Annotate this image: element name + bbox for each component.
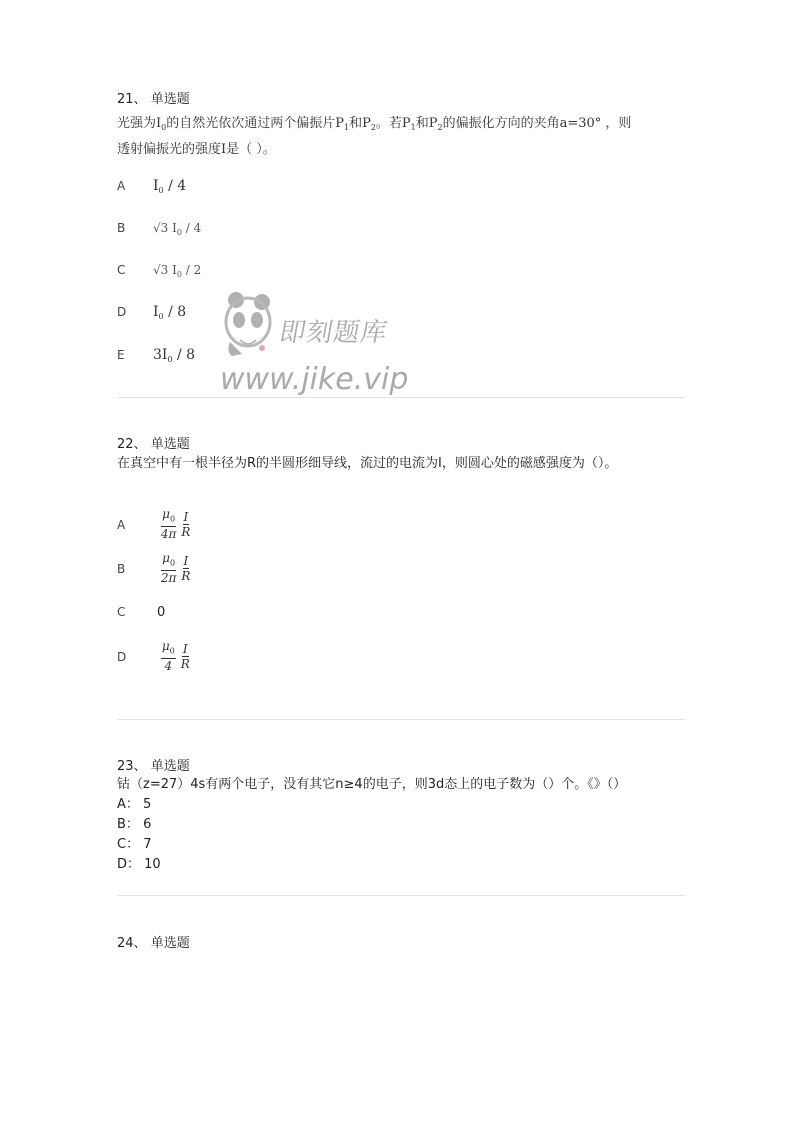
formula-text: I — [183, 509, 189, 524]
question-23-header — [117, 755, 685, 774]
divider — [117, 719, 685, 720]
option-d[interactable] — [117, 639, 195, 674]
stem-sub: 1 — [410, 123, 416, 132]
formula-sub: 0 — [169, 514, 176, 524]
option-d[interactable] — [117, 304, 186, 321]
option-label: B： — [117, 817, 139, 832]
option-value — [153, 347, 195, 363]
option-c[interactable] — [117, 605, 165, 620]
option-text: I — [153, 178, 159, 194]
option-value: 7 — [143, 837, 152, 852]
option-c[interactable] — [117, 835, 685, 855]
question-23 — [117, 755, 685, 875]
option-value — [153, 221, 201, 235]
option-label: E — [117, 348, 125, 362]
formula-text: 4 — [164, 659, 173, 674]
question-22-stem: 在真空中有一根半径为R的半圆形细导线，流过的电流为I，则圆心处的磁感强度为（）。 — [117, 456, 618, 471]
option-value: 0 — [157, 605, 166, 620]
question-type: 单选题 — [150, 92, 190, 107]
question-21-header — [117, 88, 685, 107]
option-sub: 0 — [167, 355, 173, 364]
stem-text: 。若P — [375, 116, 411, 131]
separator: 、 — [133, 759, 151, 774]
question-number: 21 — [117, 92, 134, 107]
stem-text: 光强为I — [117, 116, 162, 131]
formula — [161, 551, 196, 586]
option-b[interactable] — [117, 551, 195, 586]
option-text: / 8 — [163, 304, 187, 320]
option-text: √3 I — [153, 263, 177, 277]
option-label: D： — [117, 857, 141, 872]
question-number: 23 — [117, 759, 134, 774]
option-e[interactable] — [117, 347, 195, 364]
separator: 、 — [133, 437, 151, 452]
formula-text: 4π — [160, 527, 177, 542]
stem-sub: 2 — [437, 123, 443, 132]
formula — [161, 507, 196, 542]
formula-text: R — [180, 656, 190, 671]
stem-sub: 2 — [370, 123, 376, 132]
formula-sub: 0 — [169, 558, 176, 568]
question-type: 单选题 — [150, 936, 190, 951]
option-text: / 4 — [163, 178, 187, 194]
option-value — [153, 304, 186, 320]
formula-text: μ — [161, 639, 170, 653]
option-sub: 0 — [158, 186, 164, 195]
divider — [117, 895, 685, 896]
option-label: C — [117, 605, 126, 619]
option-a[interactable] — [117, 507, 195, 542]
formula-text: R — [181, 568, 191, 583]
stem-text: 的偏振化方向的夹角a=30° ，则 — [442, 116, 632, 131]
question-22-header — [117, 433, 685, 452]
option-text: 3I — [153, 347, 168, 363]
formula — [161, 639, 195, 674]
stem-text: 和P — [415, 116, 438, 131]
stem-sub: 1 — [343, 123, 350, 132]
formula-text: R — [181, 524, 191, 539]
separator: 、 — [133, 92, 151, 107]
formula-sub: 0 — [169, 646, 175, 656]
option-label: A — [117, 517, 126, 532]
question-number: 24 — [117, 936, 134, 951]
option-sub: 0 — [176, 270, 182, 279]
option-sub: 0 — [158, 312, 164, 321]
question-24-header — [117, 932, 685, 951]
option-text: / 8 — [172, 347, 196, 363]
watermark-url: www.jike.vip — [220, 362, 409, 397]
formula-text: I — [183, 553, 189, 568]
question-type: 单选题 — [150, 759, 190, 774]
option-sub: 0 — [176, 228, 182, 237]
option-label: A — [117, 179, 126, 193]
formula-text: I — [182, 641, 188, 656]
question-21-stem — [117, 113, 685, 161]
option-a[interactable] — [117, 178, 186, 195]
watermark-brand: 即刻题库 — [276, 318, 391, 348]
option-label: B — [117, 561, 126, 576]
option-text: / 2 — [181, 263, 202, 277]
stem-text: 和P — [349, 116, 371, 131]
option-a[interactable] — [117, 795, 685, 815]
option-value: 6 — [143, 817, 152, 832]
option-c[interactable] — [117, 263, 201, 279]
separator: 、 — [133, 936, 151, 951]
divider — [117, 397, 685, 398]
option-d[interactable] — [117, 855, 685, 875]
option-b[interactable] — [117, 221, 201, 237]
option-label: A： — [117, 797, 139, 812]
question-24 — [117, 932, 685, 951]
question-23-stem: 钴（z=27）4s有两个电子，没有其它n≥4的电子，则3d态上的电子数为（）个。《》（） — [117, 777, 627, 792]
option-label: B — [117, 221, 126, 235]
option-value: 10 — [144, 857, 161, 872]
stem-text: 的自然光依次通过两个偏振片P — [166, 116, 344, 131]
stem-text: 透射偏振光的强度I是（ ）。 — [117, 142, 276, 157]
question-type: 单选题 — [150, 437, 190, 452]
option-value — [153, 263, 201, 277]
option-label: D — [117, 649, 127, 664]
question-number: 22 — [117, 437, 134, 452]
option-label: C — [117, 263, 126, 277]
option-label: D — [117, 305, 127, 319]
formula-text: μ — [162, 551, 170, 565]
formula-text: 2π — [160, 571, 177, 586]
option-value — [153, 178, 186, 194]
option-text: √3 I — [153, 221, 177, 235]
option-value: 5 — [143, 797, 152, 812]
option-text: I — [153, 304, 159, 320]
option-label: C： — [117, 837, 140, 852]
option-text: / 4 — [181, 221, 202, 235]
option-b[interactable] — [117, 815, 685, 835]
formula-text: μ — [162, 507, 170, 521]
stem-sub: 0 — [161, 123, 167, 132]
